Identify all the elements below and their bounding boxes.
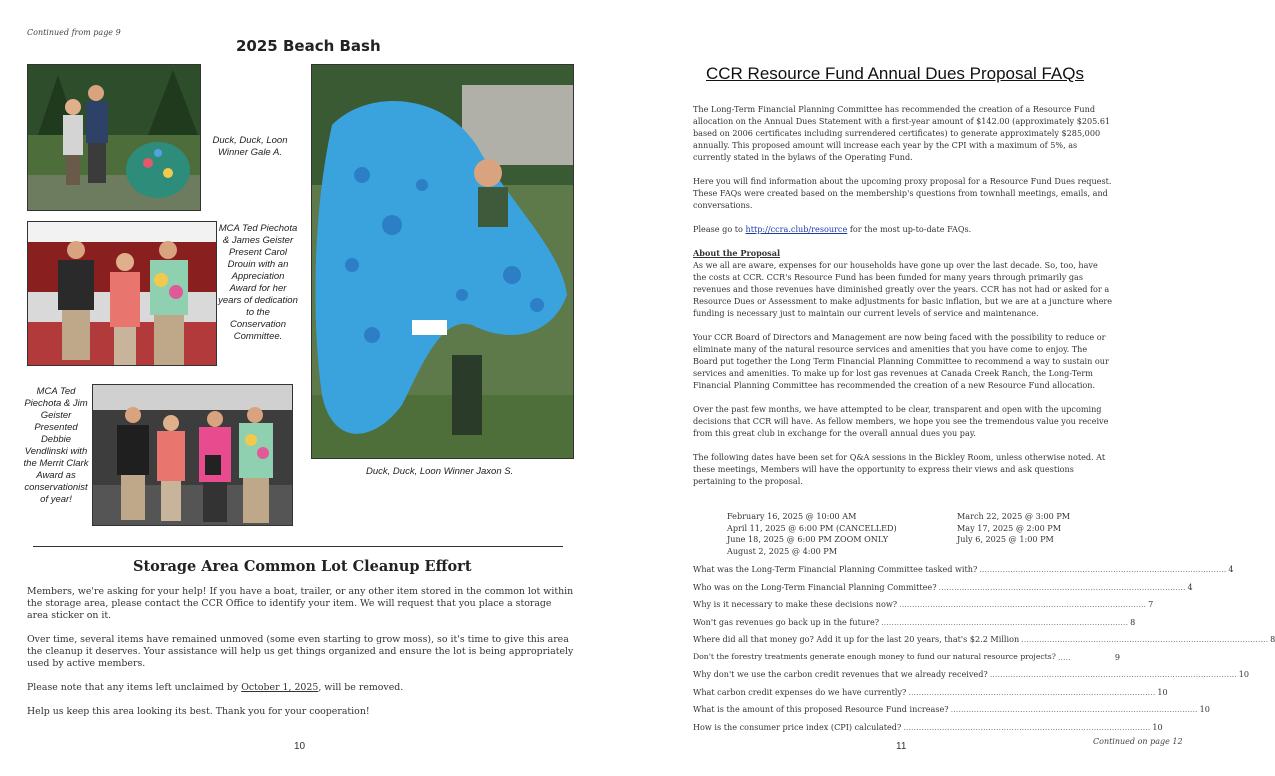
caption-carol: MCA Ted Piechota & James Geister Present Carol Drouin with an Appreciation Award for her years of dedication to the Conservation Committee. xyxy=(218,223,298,342)
faq-question: Don't the forestry treatments generate enough money to fund our natural resource projects? xyxy=(693,651,1056,661)
faq-item[interactable] xyxy=(693,652,1120,670)
dot-leader: ................................................................................................ xyxy=(908,686,1156,697)
about-paragraph-4: The following dates have been set for Q&A sessions in the Bickley Room, unless otherwise noted. At these meetings, Members will have the opportunity to express their views and ask questions pertaining to the proposal. xyxy=(693,452,1106,486)
section-divider xyxy=(33,546,563,547)
intro-paragraph: The Long-Term Financial Planning Committee has recommended the creation of a Resource Fund allocation on the Annual Dues Statement with a first-year amount of $142.00 (approximately $205.61 based on 2006 certificates including surrendered certificates) to generate approximately $285,000 annually. This proposed amount will increase each year by the CPI with a maximum of 5%, as currently stated in the bylaws of the Operating Fund. xyxy=(693,104,1111,162)
qa-date: February 16, 2025 @ 10:00 AM xyxy=(727,511,857,521)
dot-leader: ................................................................................................ xyxy=(903,721,1151,732)
faq-page: 9 xyxy=(1114,651,1120,662)
dot-leader: ................................................................................................ xyxy=(899,599,1147,609)
faq-item[interactable] xyxy=(693,634,1275,652)
page-number-right: 11 xyxy=(896,741,907,752)
faq-page: 4 xyxy=(1228,564,1234,574)
dot-leader: ..... xyxy=(1057,651,1071,662)
dot-leader: ................................................................................................ xyxy=(950,704,1198,714)
faq-question: Why don't we use the carbon credit revenues that we already received? xyxy=(693,669,988,679)
dot-leader: ................................................................................................ xyxy=(938,581,1186,592)
faq-body xyxy=(693,103,1113,493)
qa-date: August 2, 2025 @ 4:00 PM xyxy=(727,545,838,556)
faq-question: What was the Long-Term Financial Planning Committee tasked with? xyxy=(693,564,978,574)
storage-paragraph-3 xyxy=(27,682,575,694)
faq-page: 8 xyxy=(1270,634,1275,644)
faq-page: 4 xyxy=(1187,581,1193,592)
qa-date: June 18, 2025 @ 6:00 PM ZOOM ONLY xyxy=(727,534,889,544)
photo-debbie-award xyxy=(92,384,293,526)
faq-page: 10 xyxy=(1238,669,1250,679)
about-paragraph-1: As we all are aware, expenses for our households have gone up over the last decade. So, too, have the costs at CCR. CCR's Resource Fund has been funded for many years through primarily gas revenues and those revenues have diminished greatly over the years. CCR has not had or asked for a Resource Dues or Assessment to make adjustments for basic inflation, but we are at a juncture where funding is necessary just to maintain our current levels of service and maintenance. xyxy=(693,260,1113,318)
qa-date: July 6, 2025 @ 1:00 PM xyxy=(957,534,1054,544)
faq-item[interactable] xyxy=(693,669,1250,687)
beach-bash-title: 2025 Beach Bash xyxy=(236,37,381,55)
dot-leader: ................................................................................................ xyxy=(1021,634,1269,644)
about-paragraph-3: Over the past few months, we have attempted to be clear, transparent and open with the upcoming decisions that CCR will have. As fellow members, we hope you see the tremendous value you receive from this great club in exchange for the overall annual dues you pay. xyxy=(693,404,1109,438)
qa-dates xyxy=(727,511,1137,557)
about-paragraph-2: Your CCR Board of Directors and Management are now being faced with the possibility to reduce or eliminate many of the natural resource services and amenities that you have come to enjoy. The Board put together the Long Term Financial Planning Committee to recommend a way to sustain our services and amenities. To make up for lost gas revenues at Canada Creek Ranch, the Long-Term Financial Planning Committee has recommended the creation of a new Resource Fund allocation. xyxy=(693,332,1109,390)
storage-p3-post: , will be removed. xyxy=(318,682,404,693)
faq-item[interactable] xyxy=(693,686,1168,705)
faq-index xyxy=(693,564,1275,739)
faq-item[interactable] xyxy=(693,581,1193,600)
faq-page: 10 xyxy=(1199,704,1210,714)
storage-paragraph-1: Members, we're asking for your help! If you have a boat, trailer, or any other item stored in the common lot within the storage area, please contact the CCR Office to identify your item. We will request that you place a storage area sticker on it. xyxy=(27,586,574,621)
qa-date: March 22, 2025 @ 3:00 PM xyxy=(957,511,1071,521)
faq-item[interactable] xyxy=(693,599,1154,617)
faq-item[interactable] xyxy=(693,616,1136,635)
qa-date: May 17, 2025 @ 2:00 PM xyxy=(957,522,1062,533)
faq-page: 8 xyxy=(1130,616,1136,627)
photo-carol-award xyxy=(27,221,217,366)
continued-from-note: Continued from page 9 xyxy=(27,28,121,37)
faq-item[interactable] xyxy=(693,721,1163,740)
storage-deadline-date: October 1, 2025 xyxy=(241,682,319,693)
storage-paragraph-4: Help us keep this area looking its best. Thank you for your cooperation! xyxy=(27,706,370,717)
faq-question: What is the amount of this proposed Resource Fund increase? xyxy=(693,704,949,714)
faq-item[interactable] xyxy=(693,704,1210,722)
link-paragraph xyxy=(693,223,1113,235)
faq-question: What carbon credit expenses do we have currently? xyxy=(693,686,907,697)
photo-gale-family xyxy=(27,64,201,211)
about-heading: About the Proposal xyxy=(693,248,781,258)
storage-title: Storage Area Common Lot Cleanup Effort xyxy=(133,558,472,575)
link-post: for the most up-to-date FAQs. xyxy=(847,224,972,234)
qa-date xyxy=(957,546,1137,558)
faq-question: Where did all that money go? Add it up for the last 20 years, that's $2.2 Million xyxy=(693,634,1020,644)
faq-question: How is the consumer price index (CPI) calculated? xyxy=(693,721,902,732)
dot-leader: ................................................................................................ xyxy=(881,616,1129,627)
info-paragraph: Here you will find information about the upcoming proxy proposal for a Resource Fund Dues request. These FAQs were created based on the membership's questions from townhall meetings, emails, and conversations. xyxy=(693,176,1112,210)
faq-title: CCR Resource Fund Annual Dues Proposal FAQs xyxy=(706,64,1084,83)
storage-body xyxy=(27,586,575,730)
qa-date: April 11, 2025 @ 6:00 PM (CANCELLED) xyxy=(727,522,897,533)
caption-gale: Duck, Duck, Loon Winner Gale A. xyxy=(212,135,288,158)
faq-page: 10 xyxy=(1157,686,1168,697)
storage-p3-pre: Please note that any items left unclaimed by xyxy=(27,682,242,693)
continued-on-note: Continued on page 12 xyxy=(1093,737,1183,746)
faq-page: 10 xyxy=(1152,721,1163,732)
storage-paragraph-2: Over time, several items have remained unmoved (some even starting to grow moss), so it's time to give this area the cleanup it deserves. Your assistance will help us get things organized and ensure the lot is being appropriately used by active members. xyxy=(27,634,574,669)
caption-debbie: MCA Ted Piechota & Jim Geister Presented Debbie Vendlinski with the Merrit Clark Award as conservationist of year! xyxy=(23,386,89,505)
faq-item[interactable] xyxy=(693,564,1234,582)
link-pre: Please go to xyxy=(693,224,746,234)
dot-leader: ................................................................................................ xyxy=(979,564,1227,574)
faq-question: Why is it necessary to make these decisions now? xyxy=(693,599,898,609)
photo-jaxon-inflatable xyxy=(311,64,574,459)
faq-question: Won't gas revenues go back up in the future? xyxy=(693,616,880,627)
page-number-left: 10 xyxy=(294,741,306,752)
faq-question: Who was on the Long-Term Financial Planning Committee? xyxy=(693,581,937,592)
dot-leader: ................................................................................................ xyxy=(989,669,1237,679)
resource-link[interactable]: http://ccra.club/resource xyxy=(745,224,848,234)
faq-page: 7 xyxy=(1148,599,1154,609)
caption-jaxon: Duck, Duck, Loon Winner Jaxon S. xyxy=(366,466,514,477)
